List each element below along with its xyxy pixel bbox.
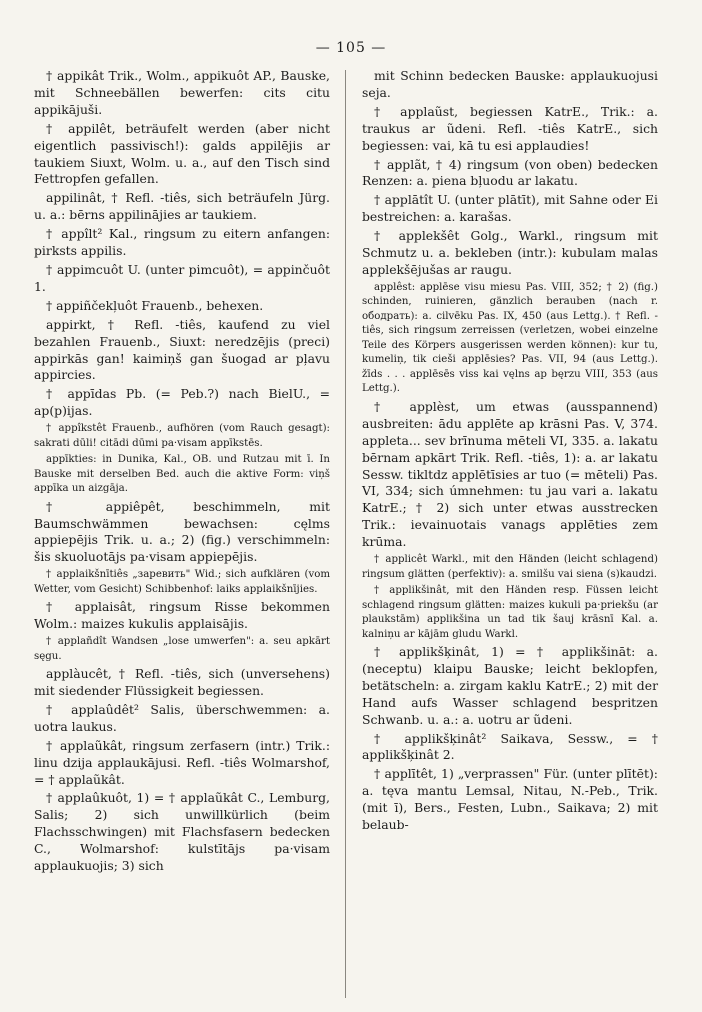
- page-number: — 105 —: [315, 40, 387, 56]
- dictionary-entry: appirkt, † Refl. -tiês, kaufend zu viel bezahlen Frauenb., Siuxt: neredzējis (preci) appirkās gan! kaimiņš gan šuogad ar pļavu appircies.: [34, 316, 330, 383]
- dictionary-entry: † applaũkât, ringsum zerfasern (intr.) Trik.: linu dzija applaukājusi. Refl. -tiês Wolmarshof, = † applaũkât.: [34, 737, 330, 787]
- dictionary-entry: † appilêt, beträufelt werden (aber nicht eigentlich passivisch!): galds appilējis ar taukiem Siuxt, Wolm. u. a., auf den Tisch sind Fettropfen gefallen.: [34, 120, 330, 187]
- dictionary-entry: mit Schinn bedecken Bauske: applaukuojusi seja.: [362, 68, 658, 100]
- dictionary-entry: † applaûdêt² Salis, überschwemmen: a. uotra laukus.: [34, 701, 330, 734]
- dictionary-entry: † applikšķinât, 1) = † applikšināt: a. (neceptu) klaipu Bauske; leicht beklopfen, betätscheln: a. zirgam kaklu KatrE.; 2) mit der Hand aufs Wasser schlagend bespritzen Schwanb. u. a.: a. uotru ar ũdeni.: [362, 644, 658, 727]
- left-column: [34, 68, 330, 877]
- dictionary-entry: † appimcuôt U. (unter pimcuôt), = appinčuôt 1.: [34, 261, 330, 294]
- dictionary-entry: † applaũst, begiessen KatrE., Trik.: a. traukus ar ũdeni. Refl. -tiês KatrE., sich begiessen: vai, kā tu esi applaudies!: [362, 103, 658, 153]
- dictionary-entry: appīkties: in Dunika, Kal., OB. und Rutzau mit ī. In Bauske mit derselben Bed. auch die aktive Form: viņš appīka un aizgāja.: [34, 454, 330, 495]
- dictionary-entry: † applaikšnītiês „заревить" Wid.; sich aufklären (vom Wetter, vom Gesicht) Schibbenhof: laiks applaikšnījies.: [34, 569, 330, 595]
- dictionary-entry: † applicêt Warkl., mit den Händen (leicht schlagend) ringsum glätten (perfektiv): a. smilšu vai siena (s)kaudzi.: [362, 554, 658, 580]
- dictionary-entry: † appîkstêt Frauenb., aufhören (vom Rauch gesagt): sakrati dūli! citādi dūmi pa·visam appīkstēs.: [34, 423, 330, 449]
- dictionary-entry: † appiêpêt, beschimmeln, mit Baumschwämmen bewachsen: cęlms appiepējis Trik. u. a.; 2) (fig.) verschimmeln: šis skuoluotājs pa·visam appiepējis.: [34, 498, 330, 565]
- dictionary-entry: † appīdas Pb. (= Peb.?) nach BielU., = ap(p)ijas.: [34, 386, 330, 419]
- column-divider: [345, 70, 346, 998]
- dictionary-entry: † applãt, † 4) ringsum (von oben) bedecken Renzen: a. piena bļuodu ar lakatu.: [362, 156, 658, 189]
- dictionary-entry: † applañdît Wandsen „lose umwerfen": a. seu apkārt sęgu.: [34, 636, 330, 662]
- dictionary-entry: applêst: applēse visu miesu Pas. VIII, 352; † 2) (fig.) schinden, ruinieren, gänzlich berauben (nach r. ободрать): a. cilvēku Pas. IX, 450 (aus Lettg.). † Refl. -tiês, sich ringsum zerreissen (verletzen, wobei einzelne Teile des Körpers ausgerissen werden können): kur tu, kumeliņ, tik cieši applēsies? Pas. VII, 94 (aus Lettg.). žīds . . . applēsēs viss kai vęlns ap bęrzu VIII, 353 (aus Lettg.).: [362, 281, 658, 395]
- dictionary-entry: † applèst, um etwas (ausspannend) ausbreiten: ādu applēte ap krāsni Pas. V, 374. appleta... sev brīnuma mēteli VI, 335. a. lakatu bērnam apkārt Trik. Refl. -tiês, 1): a. ar lakatu Sessw. tikltdz applētīsies ar tuo (= mēteli) Pas. VI, 334; sich úmnehmen: tu jau vari a. lakatu KatrE.; † 2) sich unter etwas ausstrecken Trik.: ievainuotais vanags applēties zem krūma.: [362, 398, 658, 550]
- dictionary-entry: † applītêt, 1) „verprassen" Für. (unter plītēt): a. tęva mantu Lemsal, Nitau, N.-Peb., Trik. (mit ī), Bers., Festen, Lubn., Saikava; 2) mit belaub-: [362, 766, 658, 833]
- dictionary-entry: † applaûkuôt, 1) = † applaũkât C., Lemburg, Salis; 2) sich unwillkürlich (beim Flachsschwingen) mit Flachsfasern bedecken C., Wolmarshof: kulstītājs pa·visam applaukuojis; 3) sich: [34, 790, 330, 874]
- dictionary-entry: appilinât, † Refl. -tiês, sich beträufeln Jürg. u. a.: bērns appilinājies ar taukiem.: [34, 190, 330, 223]
- dictionary-entry: † applikšķinât² Saikava, Sessw., = † applikšķinât 2.: [362, 730, 658, 763]
- dictionary-entry: † applaisât, ringsum Risse bekommen Wolm.: maizes kukulis applaisājis.: [34, 599, 330, 632]
- dictionary-entry: applàucêt, † Refl. -tiês, sich (unversehens) mit siedender Flüssigkeit begiessen.: [34, 666, 330, 698]
- dictionary-entry: † appikât Trik., Wolm., appikuôt AP., Bauske, mit Schneebällen bewerfen: cits citu appikājuši.: [34, 68, 330, 117]
- right-column: [362, 68, 658, 836]
- dictionary-entry: † applekšêt Golg., Warkl., ringsum mit Schmutz u. a. bekleben (intr.): kubulam malas applekšējušas ar raugu.: [362, 228, 658, 277]
- dictionary-entry: † applātît U. (unter plātīt), mit Sahne oder Ei bestreichen: a. karašas.: [362, 192, 658, 225]
- dictionary-entry: † applikšinât, mit den Händen resp. Füssen leicht schlagend ringsum glätten: maizes kukuli pa·priekšu (ar plaukstām) applikšina un tad tik šauj krāsnī Kal. a. kalniņu ar kājām gludu Warkl.: [362, 585, 658, 640]
- dictionary-entry: † appîlt² Kal., ringsum zu eitern anfangen: pirksts appilis.: [34, 226, 330, 259]
- dictionary-entry: † appiñčekļuôt Frauenb., behexen.: [46, 297, 264, 313]
